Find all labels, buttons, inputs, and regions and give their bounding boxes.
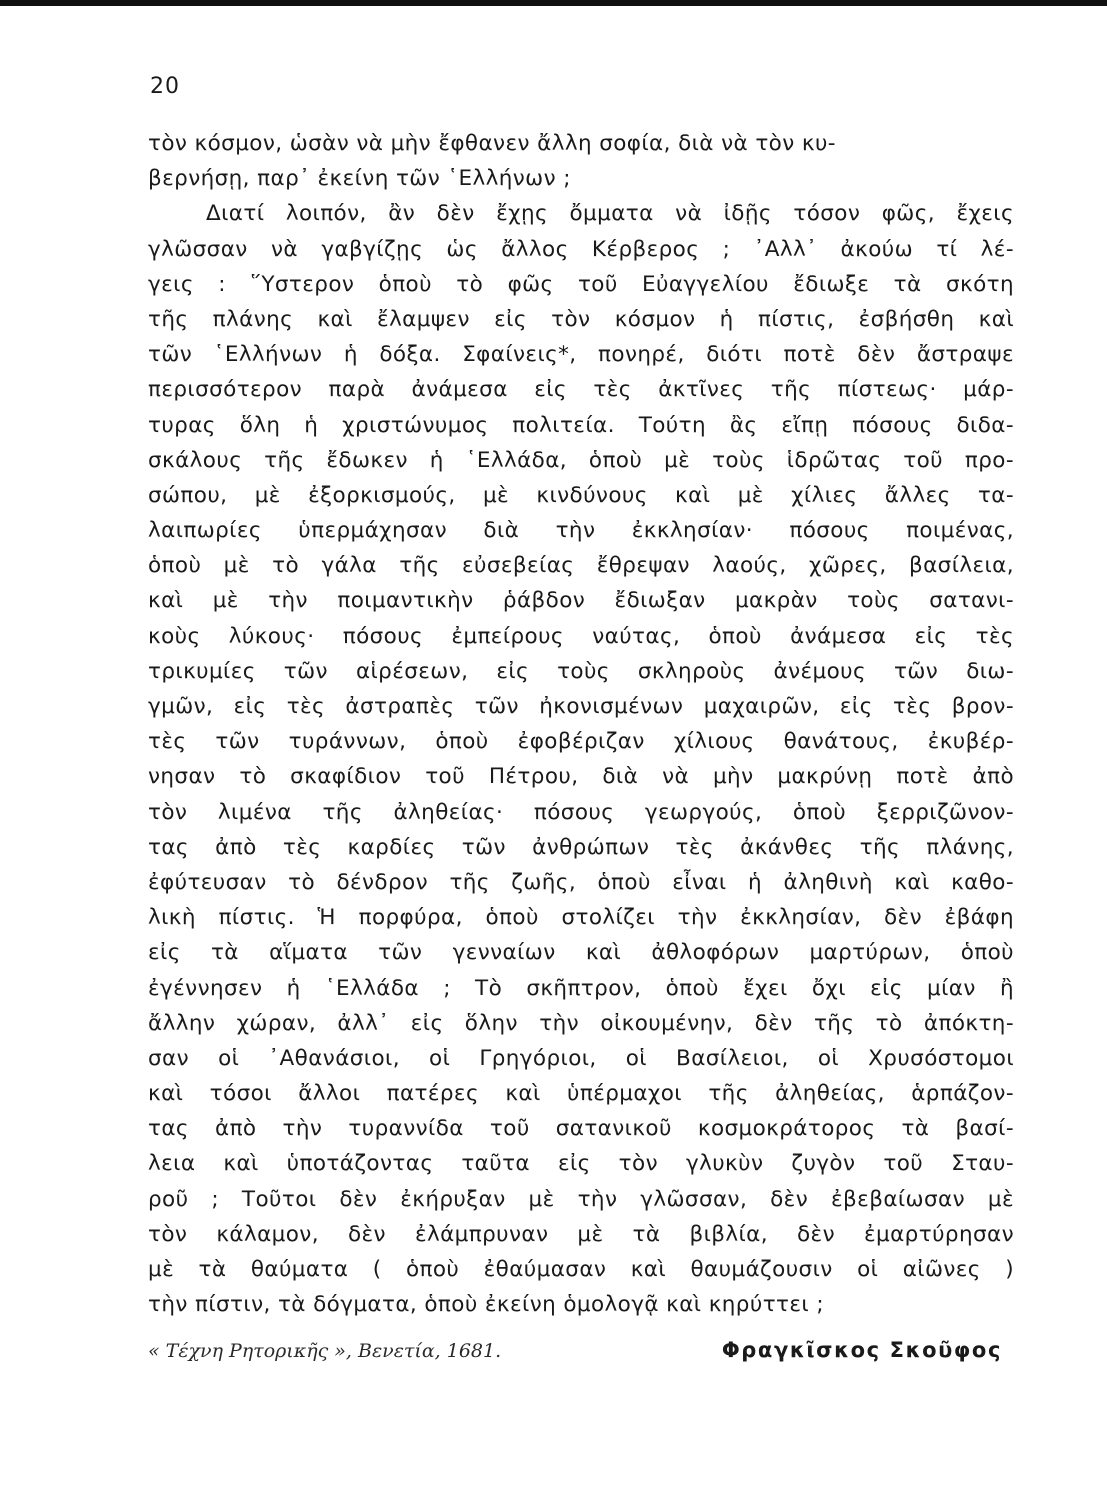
text-line: κοὺς λύκους· πόσους ἐμπείρους ναύτας, ὁποὺ ἀνάμεσα εἰς τὲς	[148, 623, 1014, 649]
text-line: βερνήσῃ, παρ᾽ ἐκείνη τῶν ῾Ελλήνων ;	[148, 166, 571, 192]
text-line: τας ἀπὸ τὲς καρδίες τῶν ἀνθρώπων τὲς ἀκάνθες τῆς πλάνης,	[148, 834, 1014, 860]
text-line: γμῶν, εἰς τὲς ἀστραπὲς τῶν ἠκονισμένων μαχαιρῶν, εἰς τὲς βρον-	[148, 694, 1014, 719]
text-line: ἐφύτευσαν τὸ δένδρον τῆς ζωῆς, ὁποὺ εἶναι ἡ ἀληθινὴ καὶ καθο-	[148, 869, 1014, 895]
text-line: λεια καὶ ὑποτάζοντας ταῦτα εἰς τὸν γλυκὺν ζυγὸν τοῦ Σταυ-	[148, 1151, 1014, 1177]
text-line: ροῦ ; Τοῦτοι δὲν ἐκήρυξαν μὲ τὴν γλῶσσαν, δὲν ἐβεβαίωσαν μὲ	[148, 1186, 1014, 1212]
text-line: Διατί λοιπόν, ἂν δὲν ἔχῃς ὄμματα νὰ ἰδῇς τόσον φῶς, ἔχεις	[206, 201, 1014, 227]
text-line: σκάλους τῆς ἔδωκεν ἡ ῾Ελλάδα, ὁποὺ μὲ τοὺς ἱδρῶτας τοῦ προ-	[148, 447, 1014, 473]
text-line: τρικυμίες τῶν αἱρέσεων, εἰς τοὺς σκληροὺς ἀνέμους τῶν διω-	[148, 658, 1014, 684]
text-line: γεις : ῞Υστερον ὁποὺ τὸ φῶς τοῦ Εὐαγγελίου ἔδιωξε τὰ σκότη	[148, 271, 1014, 297]
text-line: νησαν τὸ σκαφίδιον τοῦ Πέτρου, διὰ νὰ μὴν μακρύνῃ ποτὲ ἀπὸ	[148, 764, 1014, 790]
text-line: τὴν πίστιν, τὰ δόγματα, ὁποὺ ἐκείνη ὁμολογᾷ καὶ κηρύττει ;	[148, 1292, 824, 1318]
text-line: ἐγέννησεν ἡ ῾Ελλάδα ; Τὸ σκῆπτρον, ὁποὺ ἔχει ὄχι εἰς μίαν ἢ	[148, 975, 1014, 1001]
scan-top-edge	[0, 0, 1107, 6]
text-line: σαν οἱ ᾽Αθανάσιοι, οἱ Γρηγόριοι, οἱ Βασίλειοι, οἱ Χρυσόστομοι	[148, 1045, 1014, 1071]
author-name: Φραγκῖσκος Σκοῦφος	[721, 1338, 1002, 1362]
text-line: λικὴ πίστις. Ἡ πορφύρα, ὁποὺ στολίζει τὴν ἐκκλησίαν, δὲν ἐβάφη	[148, 905, 1014, 931]
text-line: καὶ μὲ τὴν ποιμαντικὴν ῥάβδον ἔδιωξαν μακρὰν τοὺς σατανι-	[148, 588, 1014, 614]
text-line: τας ἀπὸ τὴν τυραννίδα τοῦ σατανικοῦ κοσμοκράτορος τὰ βασί-	[148, 1116, 1014, 1142]
text-line: τὸν λιμένα τῆς ἀληθείας· πόσους γεωργούς, ὁποὺ ξερριζῶνον-	[148, 799, 1014, 825]
text-line: τῆς πλάνης καὶ ἔλαμψεν εἰς τὸν κόσμον ἡ πίστις, ἐσβήσθη καὶ	[148, 306, 1014, 332]
page-number: 20	[150, 74, 180, 99]
text-line: τὲς τῶν τυράννων, ὁποὺ ἐφοβέριζαν χίλιους θανάτους, ἐκυβέρ-	[148, 729, 1014, 755]
footer	[148, 1338, 1002, 1372]
body-text	[148, 126, 1014, 1322]
text-line: περισσότερον παρὰ ἀνάμεσα εἰς τὲς ἀκτῖνες τῆς πίστεως· μάρ-	[148, 377, 1014, 403]
text-line: γλῶσσαν νὰ γαβγίζῃς ὡς ἄλλος Κέρβερος ; ᾽Αλλ᾽ ἀκούω τί λέ-	[148, 236, 1014, 262]
text-line: τυρας ὅλη ἡ χριστώνυμος πολιτεία. Τούτη ἂς εἴπῃ πόσους διδα-	[148, 412, 1014, 438]
source-citation: « Τέχνη Ρητορικῆς », Βενετία, 1681.	[148, 1340, 502, 1362]
text-line: τῶν ῾Ελλήνων ἡ δόξα. Σφαίνεις*, πονηρέ, διότι ποτὲ δὲν ἄστραψε	[148, 342, 1014, 368]
text-line: λαιπωρίες ὑπερμάχησαν διὰ τὴν ἐκκλησίαν· πόσους ποιμένας,	[148, 518, 1014, 544]
text-line: σώπου, μὲ ἐξορκισμούς, μὲ κινδύνους καὶ μὲ χίλιες ἄλλες τα-	[148, 482, 1014, 508]
text-line: μὲ τὰ θαύματα ( ὁποὺ ἐθαύμασαν καὶ θαυμάζουσιν οἱ αἰῶνες )	[148, 1257, 1014, 1282]
text-line: ὁποὺ μὲ τὸ γάλα τῆς εὐσεβείας ἔθρεψαν λαούς, χῶρες, βασίλεια,	[148, 553, 1014, 579]
text-line: τὸν κόσμον, ὡσὰν νὰ μὴν ἔφθανεν ἄλλη σοφία, διὰ νὰ τὸν κυ-	[148, 131, 836, 156]
text-line: εἰς τὰ αἵματα τῶν γενναίων καὶ ἀθλοφόρων μαρτύρων, ὁποὺ	[148, 940, 1014, 966]
text-line: ἄλλην χώραν, ἀλλ᾽ εἰς ὅλην τὴν οἰκουμένην, δὲν τῆς τὸ ἀπόκτη-	[148, 1010, 1014, 1036]
text-line: τὸν κάλαμον, δὲν ἐλάμπρυναν μὲ τὰ βιβλία, δὲν ἐμαρτύρησαν	[148, 1221, 1014, 1247]
text-line: καὶ τόσοι ἄλλοι πατέρες καὶ ὑπέρμαχοι τῆς ἀληθείας, ἁρπάζον-	[148, 1081, 1014, 1107]
